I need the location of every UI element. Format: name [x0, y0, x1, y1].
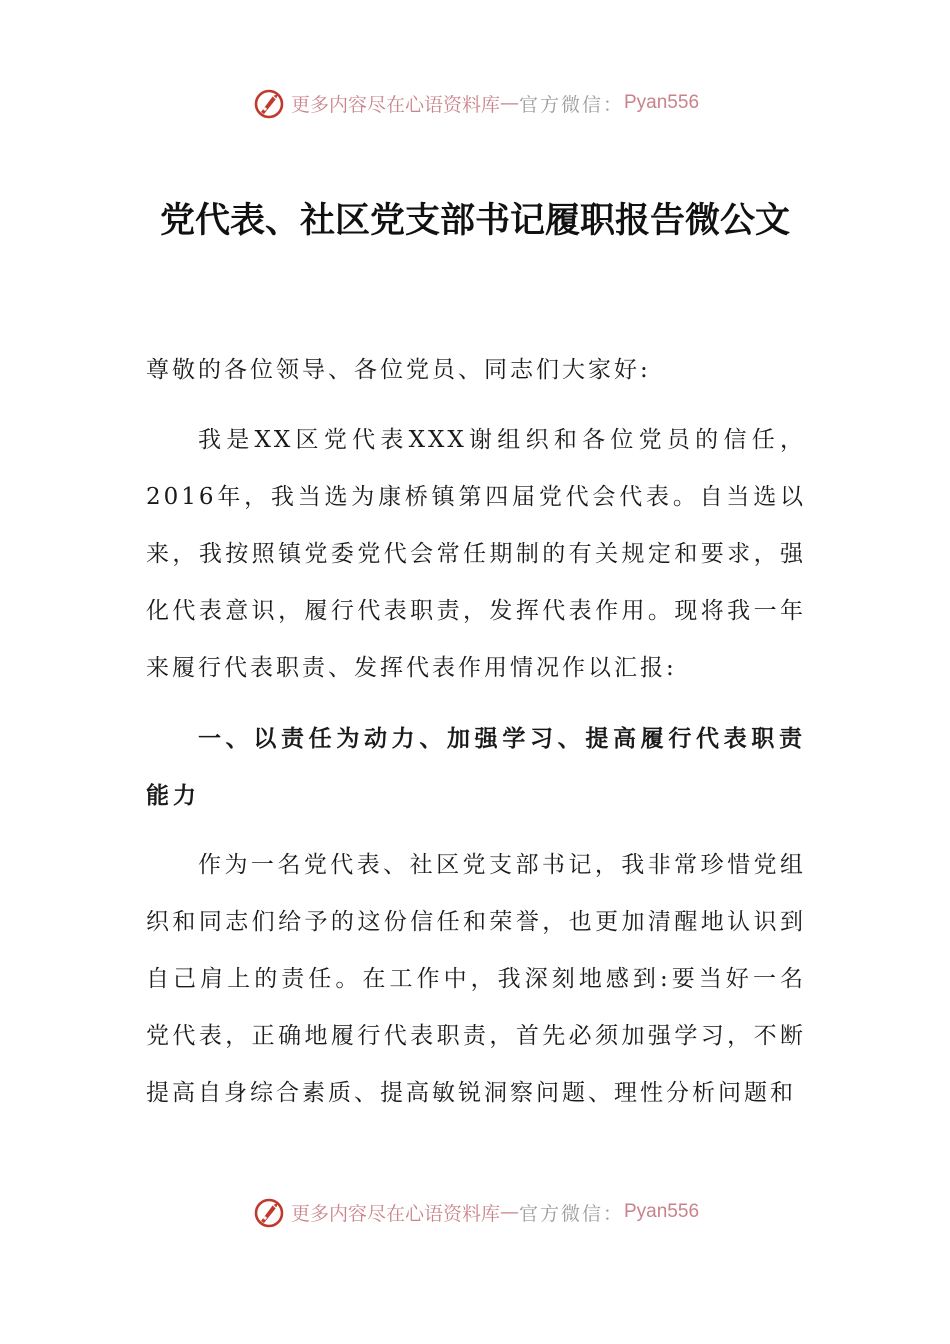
wechat-id: Pyan556: [624, 92, 700, 113]
promo-dash: —: [499, 1201, 519, 1223]
pen-nib-circle-icon: [251, 1194, 287, 1230]
header-banner: [0, 83, 950, 123]
promo-dash: —: [499, 92, 519, 114]
document-title: 党代表、社区党支部书记履职报告微公文: [159, 200, 790, 241]
official-wechat-label: 官方微信：: [518, 1202, 624, 1225]
footer-banner: [0, 1192, 950, 1232]
promo-text: 更多内容尽在心语资料库: [290, 93, 500, 116]
paragraph-section-1: 作为一名党代表、社区党支部书记，我非常珍惜党组织和同志们给予的这份信任和荣誉，也更加清醒地认识到自己肩上的责任。在工作中，我深刻地感到:要当好一名党代表，正确地履行代表职责，首先必须加强学习，不断提高自身综合素质、提高敏锐洞察问题、理性分析问题和: [146, 852, 806, 1106]
section-heading-1: 一、以责任为动力、加强学习、提高履行代表职责能力: [146, 725, 806, 809]
paragraph-intro: 我是XX区党代表XXX谢组织和各位党员的信任，2016年，我当选为康桥镇第四届党代会代表。自当选以来，我按照镇党委党代会常任期制的有关规定和要求，强化代表意识，履行代表职责，发挥代表作用。现将我一年来履行代表职责、发挥代表作用情况作以汇报:: [146, 427, 806, 681]
salutation: 尊敬的各位领导、各位党员、同志们大家好:: [146, 357, 651, 383]
official-wechat-label: 官方微信：: [518, 93, 624, 116]
document-body: [146, 342, 806, 1135]
wechat-id: Pyan556: [624, 1201, 700, 1222]
pen-nib-circle-icon: [251, 85, 287, 121]
promo-text: 更多内容尽在心语资料库: [290, 1202, 500, 1225]
